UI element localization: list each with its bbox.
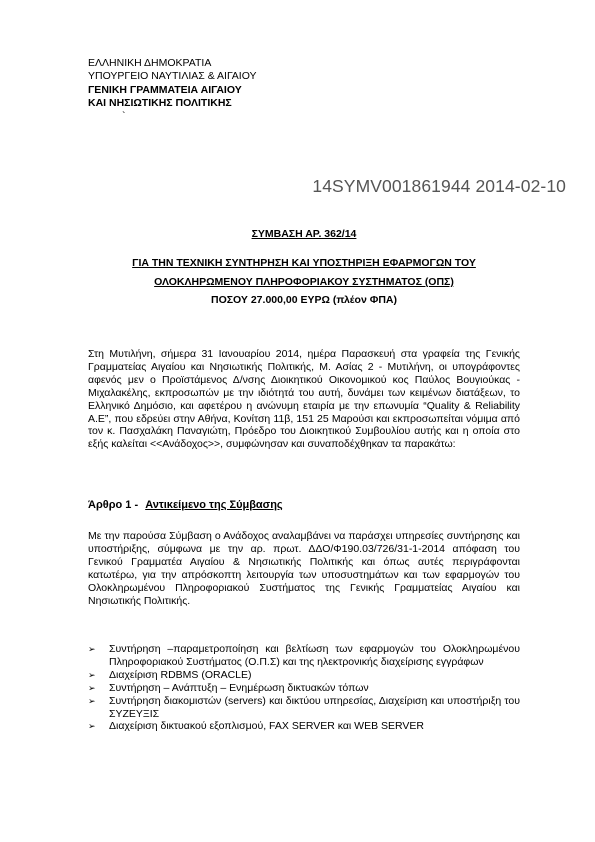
article-heading	[88, 499, 283, 511]
list-item-text: Συντήρηση – Ανάπτυξη – Ενημέρωση δικτυακών τόπων	[109, 681, 369, 694]
list-item	[88, 669, 520, 682]
list-item	[88, 720, 520, 733]
list-item	[88, 695, 520, 721]
arrow-bullet-icon: ➢	[88, 644, 96, 654]
ada-code: 14SYMV001861944 2014-02-10	[312, 176, 566, 196]
intro-paragraph: Στη Μυτιλήνη, σήμερα 31 Ιανουαρίου 2014, ημέρα Παρασκευή στα γραφεία της Γενικής Γραμματείας Αιγαίου και Νησιωτικής Πολιτικής, Μ. Ασίας 2 - Μυτιλήνη, οι υπογράφοντες αφενός μεν ο Προϊστάμενος Δ/νσης Διοικητικού Οικονομικού κος Παύλος Βουγιούκας - Μιχαλακέλης, εκπροσωπών με την ιδιότητά του αυτή, δυνάμει των κειμένων διατάξεων, το Ελληνικό Δημόσιο, και αφετέρου η ανώνυμη εταιρία με την επωνυμία “Quality & Reliability A.E”, που εδρεύει στην Αθήνα, Κονίτση 11β, 151 25 Μαρούσι και εκπροσωπείται νόμιμα από τον κ. Πασχαλάκη Παναγιώτη, Πρόεδρο του Διοικητικού Συμβουλίου αυτής και η οποία στο εξής καλείται <<Ανάδοχος>>, συμφώνησαν και συναποδέχθηκαν τα παρακάτω:	[88, 348, 520, 451]
list-item	[88, 682, 520, 695]
contract-subject-line-2: ΟΛΟΚΛΗΡΩΜΕΝΟΥ ΠΛΗΡΟΦΟΡΙΑΚΟΥ ΣΥΣΤΗΜΑΤΟΣ (ΟΠΣ)	[154, 276, 454, 288]
contract-amount: ΠΟΣΟΥ 27.000,00 ΕΥΡΩ (πλέον ΦΠΑ)	[211, 294, 397, 306]
list-item-text: Διαχείριση RDBMS (ORACLE)	[109, 668, 252, 681]
contract-number: ΣΥΜΒΑΣΗ ΑΡ. 362/14	[251, 228, 357, 240]
list-item-text: Συντήρηση –παραμετροποίηση και βελτίωση των εφαρμογών του Ολοκληρωμένου Πληροφοριακού Συστήματος (Ο.Π.Σ) και της ηλεκτρονικής διαχείρισης εγγράφων	[109, 643, 520, 668]
header-line-secretariat: ΓΕΝΙΚΗ ΓΡΑΜΜΑΤΕΙΑ ΑΙΓΑΙΟΥ	[88, 83, 242, 96]
header-line-republic: ΕΛΛΗΝΙΚΗ ΔΗΜΟΚΡΑΤΙΑ	[88, 57, 212, 69]
article-number: Άρθρο 1 -	[88, 499, 139, 511]
arrow-bullet-icon: ➢	[88, 695, 96, 706]
list-item-text: Διαχείριση δικτυακού εξοπλισμού, FAX SERVER και WEB SERVER	[109, 720, 424, 733]
header-line-policy: ΚΑΙ ΝΗΣΙΩΤΙΚΗΣ ΠΟΛΙΤΙΚΗΣ	[88, 97, 232, 110]
contract-title-block	[88, 228, 520, 306]
services-list	[88, 643, 520, 733]
list-item-text: Συντήρηση διακομιστών (servers) και δικτύου υπηρεσίας, Διαχείριση και υποστήριξη του ΣΥΖΕΥΞΙΣ	[109, 694, 520, 720]
contract-subject-line-1: ΓΙΑ ΤΗΝ ΤΕΧΝΙΚΗ ΣΥΝΤΗΡΗΣΗ ΚΑΙ ΥΠΟΣΤΗΡΙΞΗ ΕΦΑΡΜΟΓΩΝ ΤΟΥ	[132, 257, 476, 269]
article-paragraph: Με την παρούσα Σύμβαση ο Ανάδοχος αναλαμβάνει να παράσχει υπηρεσίες συντήρησης και υποστήριξης, σύμφωνα με την αρ. πρωτ. ΔΔΟ/Φ190.03/726/31-1-2014 απόφαση του Γενικού Γραμματέα Αιγαίου & Νησιωτικής Πολιτικής και όπως αυτές περιγράφονται κατωτέρω, για την απρόσκοπτη λειτουργία των υποσυστημάτων και των εφαρμογών του Ολοκληρωμένου Πληροφοριακού Συστήματος της Γενικής Γραμματείας Αιγαίου και Νησιωτικής Πολιτικής.	[88, 530, 520, 607]
list-item	[88, 643, 520, 669]
arrow-bullet-icon: ➢	[88, 669, 96, 680]
article-title: Αντικείμενο της Σύμβασης	[145, 499, 283, 511]
arrow-bullet-icon: ➢	[88, 682, 96, 693]
issuer-header	[88, 57, 257, 121]
header-line-ministry: ΥΠΟΥΡΓΕΙΟ ΝΑΥΤΙΛΙΑΣ & ΑΙΓΑΙΟΥ	[88, 70, 257, 83]
header-stray-mark: `	[122, 109, 126, 122]
arrow-bullet-icon: ➢	[88, 721, 96, 732]
